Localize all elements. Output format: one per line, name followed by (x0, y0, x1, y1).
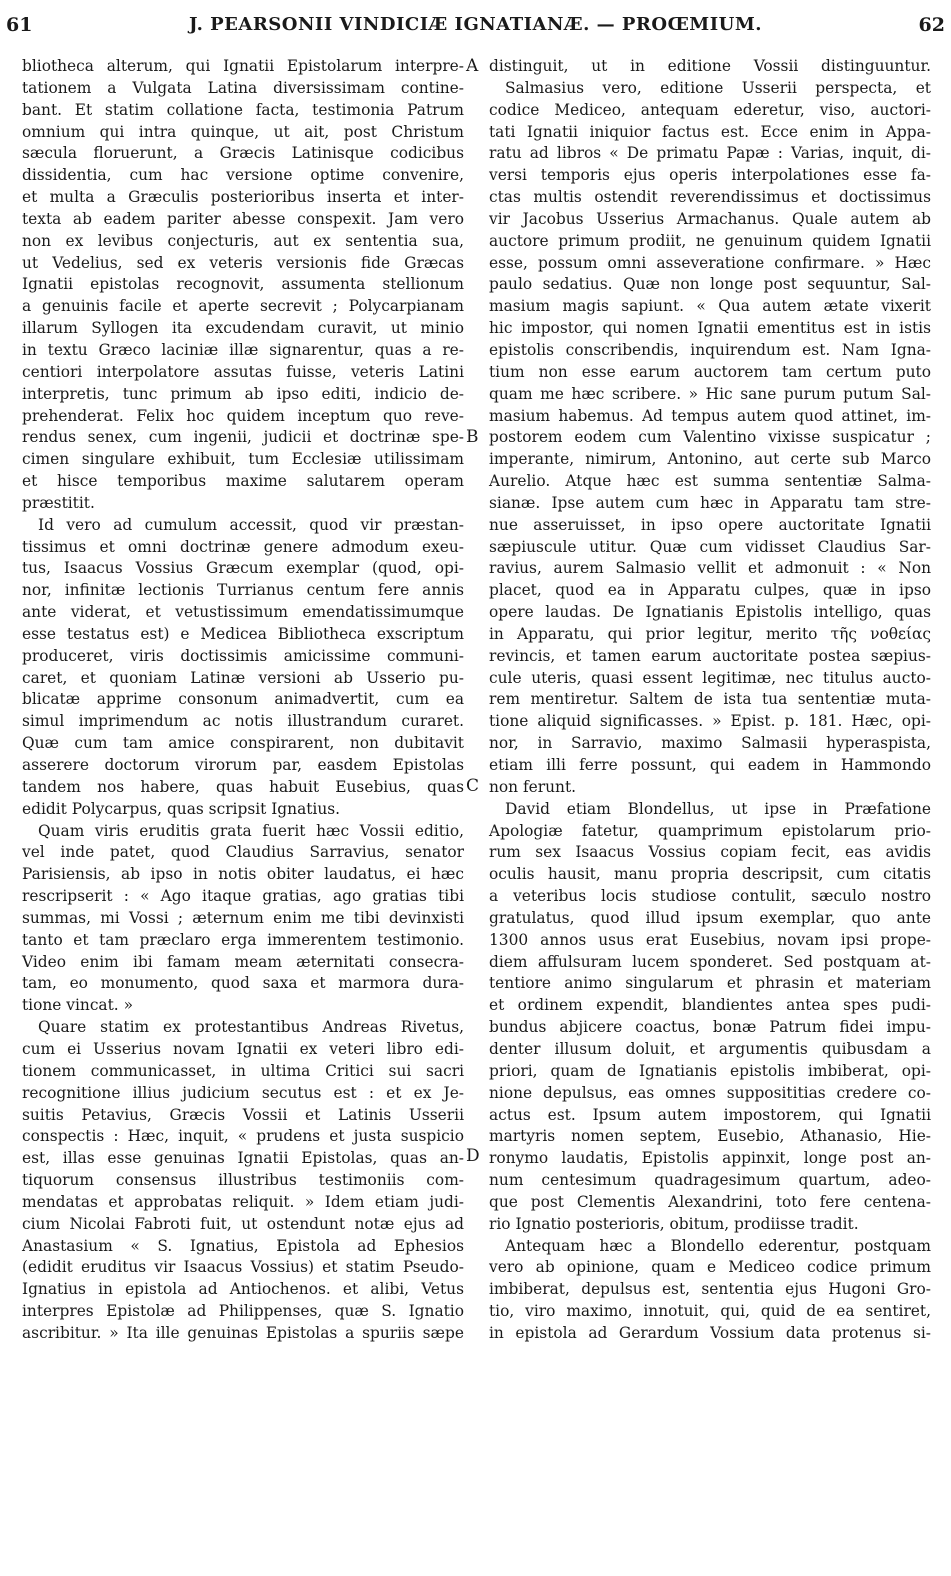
text-line: edidit Polycarpus, quas scripsit Ignatius. (22, 799, 341, 818)
margin-marker-b: B (466, 427, 479, 447)
text-line: placet, quod ea in Apparatu culpes, quæ in ipso (489, 581, 931, 600)
text-line: paulo sedatius. Quæ non longe post sequuntur, Sal- (489, 275, 931, 294)
text-line: sæcula floruerunt, a Græcis Latinisque codicibus (22, 144, 464, 163)
text-line: vel inde patet, quod Claudius Sarravius, senator (22, 843, 464, 862)
text-line: bundus abjicere coactus, bonæ Patrum fidei impu- (489, 1018, 931, 1037)
text-line: tus, Isaacus Vossius Græcum exemplar (quod, opi- (22, 559, 464, 578)
text-line: versi temporis ejus operis interpolationes esse fa- (489, 166, 931, 185)
text-line: simul imprimendum ac notis illustrandum curaret. (22, 712, 464, 731)
text-line: Quam viris eruditis grata fuerit hæc Vossii editio, (38, 821, 464, 840)
text-line: opere laudas. De Ignatianis Epistolis intelligo, quas (489, 603, 931, 622)
text-line: epistolis conscribendis, inquirendum est. Nam Igna- (489, 340, 931, 359)
text-line: asserere doctorum virorum par, easdem Epistolas (22, 756, 464, 774)
text-line: interpres Epistolæ ad Philippenses, quæ S. Ignatio (22, 1302, 464, 1321)
text-line: sianæ. Ipse autem cum hæc in Apparatu tam stre- (489, 493, 931, 512)
text-line: conspectis : Hæc, inquit, « prudens et justa suspicio (22, 1127, 464, 1146)
text-line: tione vincat. » (22, 996, 133, 1015)
text-line: actus est. Ipsum autem impostorem, qui Ignatii (489, 1105, 931, 1124)
text-line: prehenderat. Felix hoc quidem inceptum quo reve- (22, 406, 464, 425)
text-line: tentiore animo singularum et phrasin et materiam (489, 974, 931, 993)
text-line: esse, possum omni asseveratione confirmare. » Hæc (489, 253, 931, 272)
text-line: martyris nomen septem, Eusebio, Athanasio, Hie- (489, 1127, 931, 1146)
text-line: ut Vedelius, sed ex veteris versionis fide Græcas (22, 253, 464, 272)
text-line: masium magis sapiunt. « Qua autem ætate vixerit (489, 297, 931, 316)
text-line: oculis hausit, manu propria descripsit, cum citatis (489, 865, 931, 884)
text-line: tanto et tam præclaro erga immerentem testimonio. (22, 930, 464, 949)
text-line: nione depulsus, eas omnes supposititias credere co- (489, 1083, 931, 1102)
text-line: cum ei Usserius novam Ignatii ex veteri libro edi- (22, 1039, 464, 1058)
text-line: denter illusum doluit, et argumentis quibusdam a (489, 1039, 931, 1058)
text-line: (edidit eruditus vir Isaacus Vossius) et statim Pseudo- (22, 1258, 464, 1277)
text-line: texta ab eadem pariter abesse conspexit. Jam vero (22, 209, 464, 228)
text-line: tationem a Vulgata Latina diversissimam contine- (22, 78, 464, 97)
text-line: Antequam hæc a Blondello ederentur, postquam (505, 1236, 931, 1255)
text-line: Aurelio. Atque hæc est summa sententiæ Salma- (489, 472, 931, 491)
text-line: tati Ignatii iniquior factus est. Ecce enim in Appa- (489, 122, 931, 141)
text-line: et ordinem expendit, blandientes antea spes pudi- (489, 996, 931, 1015)
text-line: imperante, nimirum, Antonino, aut certe sub Marco (489, 450, 931, 469)
text-line: 1300 annos usus erat Eusebius, novam ipsi prope- (489, 930, 931, 949)
text-line: Quæ cum tam amice conspirarent, non dubitavit (22, 734, 464, 753)
text-line: cule uteris, quasi essent legitimæ, nec titulus aucto- (489, 668, 931, 687)
text-line: diem affulsuram lucem sponderet. Sed postquam at- (489, 952, 931, 971)
text-line: ronymo laudatis, Epistolis appinxit, longe post an- (489, 1149, 931, 1168)
page-header (0, 14, 951, 44)
text-line: hic impostor, qui nomen Ignatii ementitus est in istis (489, 319, 931, 338)
text-line: tionem communicasset, in ultima Critici sui sacri (22, 1061, 464, 1080)
text-line: ravius, aurem Salmasio vellit et admonuit : « Non (489, 559, 931, 578)
text-line: rem mentiretur. Saltem de ista tua sententiæ muta- (489, 690, 931, 709)
text-line: Quare statim ex protestantibus Andreas Rivetus, (38, 1018, 464, 1037)
text-line: interpretis, tunc primum ab ipso editi, indicio de- (22, 384, 464, 403)
text-line: ctas multis ostendit reverendissimus et doctissimus (489, 188, 931, 207)
text-line: præstitit. (22, 493, 95, 512)
text-line: rio Ignatio posterioris, obitum, prodiisse tradit. (489, 1214, 859, 1233)
text-line: Id vero ad cumulum accessit, quod vir præstan- (38, 515, 464, 534)
text-line: Anastasium « S. Ignatius, Epistola ad Ephesios (22, 1236, 464, 1255)
text-line: rum sex Isaacus Vossius copiam fecit, eas avidis (489, 843, 931, 862)
text-line: vir Jacobus Usserius Armachanus. Quale autem ab (489, 209, 931, 228)
text-line: nor, infinitæ lectionis Turrianus centum fere annis (22, 581, 464, 600)
text-line: David etiam Blondellus, ut ipse in Præfatione (505, 799, 931, 818)
text-line: Parisiensis, ab ipso in notis obiter laudatus, ei hæc (22, 865, 464, 884)
text-line: Ignatii epistolas recognovit, assumenta stellionum (22, 275, 464, 294)
text-line: postorem eodem cum Valentino vixisse suspicatur ; (489, 428, 931, 447)
text-line: est, illas esse genuinas Ignatii Epistolas, quas an- (22, 1149, 464, 1168)
text-line: que post Clementis Alexandrini, toto fere centena- (489, 1192, 931, 1211)
text-line: centiori interpolatore assutas fuisse, veteris Latini (22, 362, 464, 381)
text-line: distinguit, ut in editione Vossii distinguuntur. (489, 57, 931, 75)
text-line: esse testatus est) e Medicea Bibliotheca exscriptum (22, 624, 464, 643)
text-line: blicatæ apprime consonum animadvertit, cum ea (22, 690, 464, 709)
text-line: quam me hæc scribere. » Hic sane purum putum Sal- (489, 384, 931, 403)
text-line: ascribitur. » Ita ille genuinas Epistolas a spuriis sæpe (22, 1323, 464, 1342)
text-line: omnium qui intra quinque, ut ait, post Christum (22, 122, 464, 141)
text-line: tam, eo monumento, quod saxa et marmora dura- (22, 974, 464, 993)
text-line: cimen singulare exhibuit, tum Ecclesiæ utilissimam (22, 450, 464, 469)
text-line: et hisce temporibus maxime salutarem operam (22, 472, 464, 491)
text-line: codice Mediceo, antequam ederetur, viso, auctori- (489, 100, 931, 119)
margin-marker-d: D (466, 1146, 480, 1166)
text-line: nue asseruisset, in ipso opere auctoritate Ignatii (489, 515, 931, 534)
text-line: non ex levibus conjecturis, aut ex sententia sua, (22, 231, 464, 250)
text-line: auctore primum prodiit, ne genuinum quidem Ignatii (489, 231, 931, 250)
text-line: Salmasius vero, editione Usserii perspecta, et (505, 78, 931, 97)
text-line: bant. Et statim collatione facta, testimonia Patrum (22, 100, 464, 119)
page-number-right: 62 (918, 14, 945, 36)
running-title: J. PEARSONII VINDICIÆ IGNATIANÆ. — PROŒMIUM. (188, 14, 763, 35)
text-line: vero ab opinione, quam e Mediceo codice primum (489, 1258, 931, 1277)
text-line: recognitione illius judicium secutus est : et ex Je- (22, 1083, 464, 1102)
text-line: num centesimum quadragesimum quartum, adeo- (489, 1171, 931, 1190)
text-line: masium habemus. Ad tempus autem quod attinet, im- (489, 406, 931, 425)
text-line: suitis Petavius, Græcis Vossii et Latinis Usserii (22, 1105, 464, 1124)
text-line: tium non esse earum auctorem tam certum puto (489, 362, 931, 381)
text-line: tio, viro maximo, innotuit, qui, quid de ea sentiret, (489, 1302, 931, 1321)
text-line: a veteribus locis studiose contulit, sæculo nostro (489, 887, 931, 906)
text-line: rendus senex, cum ingenii, judicii et doctrinæ spe- (22, 428, 464, 447)
right-column (489, 56, 931, 1345)
text-line: illarum Syllogen ita excudendam curavit, ut minio (22, 319, 464, 338)
text-line: in epistola ad Gerardum Vossium data protenus si- (489, 1323, 931, 1342)
margin-marker-c: C (466, 776, 480, 796)
text-line: revincis, et tamen earum auctoritate postea sæpius- (489, 646, 931, 665)
text-line: a genuinis facile et aperte secrevit ; Polycarpianam (22, 297, 464, 316)
text-line: produceret, viris doctissimis amicissime communi- (22, 646, 464, 665)
text-line: caret, et quoniam Latinæ versioni ab Usserio pu- (22, 668, 464, 687)
text-line: etiam illi ferre possunt, qui eadem in Hammondo (489, 756, 931, 774)
text-line: Apologiæ fatetur, quamprimum epistolarum prio- (489, 821, 931, 840)
text-line: bliotheca alterum, qui Ignatii Epistolarum interpre- (22, 57, 464, 75)
text-line: nor, in Sarravio, maximo Salmasii hyperaspista, (489, 734, 931, 753)
page-number-left: 61 (6, 14, 33, 36)
text-line: tissimus et omni doctrinæ genere admodum exeu- (22, 537, 464, 556)
text-line: ratu ad libros « De primatu Papæ : Varias, inquit, di- (489, 144, 931, 163)
text-line: cium Nicolai Fabroti fuit, ut ostendunt notæ ejus ad (22, 1214, 464, 1233)
text-line: Video enim ibi famam meam æternitati consecra- (22, 952, 464, 971)
text-line: ante viderat, et vetustissimum emendatissimumque (22, 603, 464, 622)
text-line: sæpiuscule utitur. Quæ cum vidisset Claudius Sar- (489, 537, 931, 556)
text-line: et multa a Græculis posterioribus inserta et inter- (22, 188, 464, 207)
left-column (22, 56, 464, 1345)
text-line: imbiberat, depulsus est, sententia ejus Hugoni Gro- (489, 1280, 931, 1299)
text-line: summas, mi Vossi ; æternum enim me tibi devinxisti (22, 908, 464, 927)
text-line: in textu Græco laciniæ illæ signarentur, quas a re- (22, 340, 464, 359)
text-line: in Apparatu, qui prior legitur, merito τῆς νοθείας (489, 624, 931, 643)
text-line: Ignatius in epistola ad Antiochenos. et alibi, Vetus (22, 1280, 464, 1299)
text-line: tione aliquid significasses. » Epist. p. 181. Hæc, opi- (489, 712, 931, 731)
text-line: mendatas et approbatas reliquit. » Idem etiam judi- (22, 1192, 464, 1211)
text-line: rescripserit : « Ago itaque gratias, ago gratias tibi (22, 887, 464, 906)
text-line: priori, quam de Ignatianis epistolis imbiberat, opi- (489, 1061, 931, 1080)
text-line: gratulatus, quod illud ipsum exemplar, quo ante (489, 908, 931, 927)
margin-marker-a: A (466, 56, 479, 76)
text-line: non ferunt. (489, 777, 577, 796)
text-line: tandem nos habere, quas habuit Eusebius, quas (22, 777, 464, 796)
text-line: dissidentia, cum hac versione optime convenire, (22, 166, 464, 185)
text-line: tiquorum consensus illustribus testimoniis com- (22, 1171, 464, 1190)
